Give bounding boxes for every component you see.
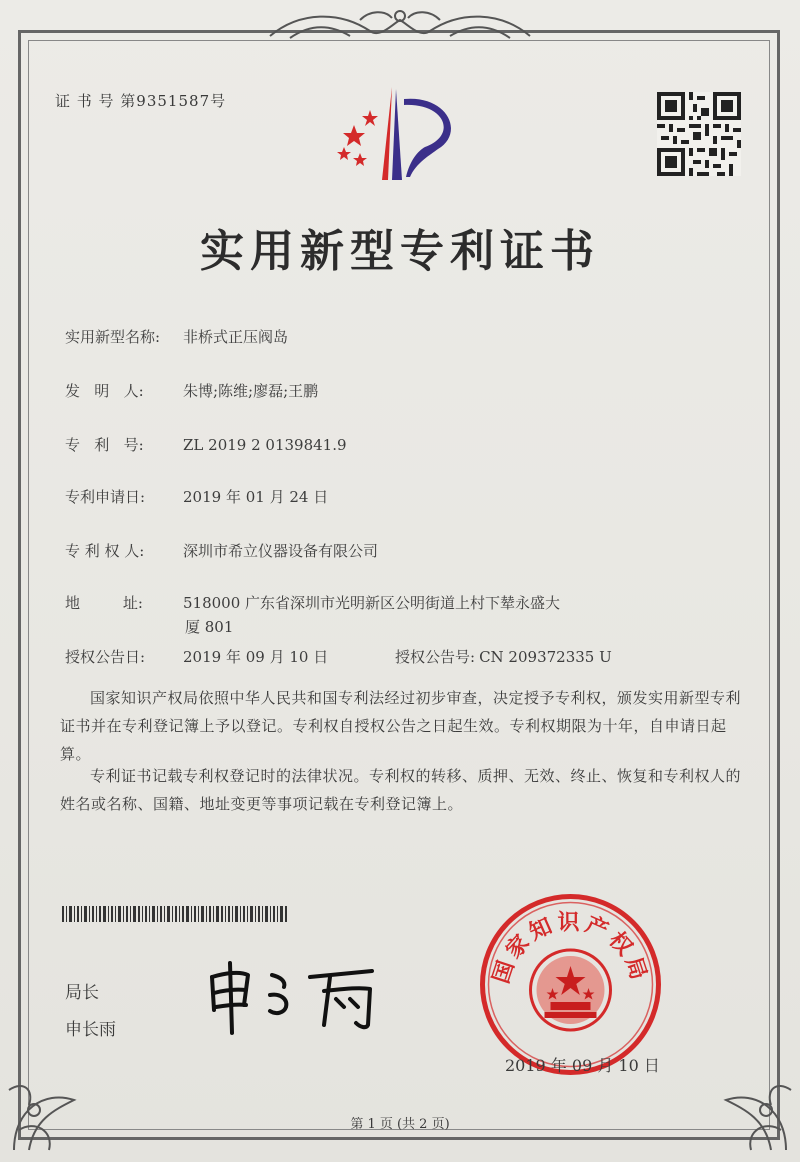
top-ornament [260, 6, 540, 48]
page-number: 第 1 页 (共 2 页) [350, 1117, 450, 1132]
page-title: 实用新型专利证书 [200, 226, 600, 277]
qr-code-icon [657, 92, 741, 176]
svg-text:国家知识产权局: 国家知识产权局 [489, 910, 652, 987]
field-address-line2: 厦 801 [185, 618, 234, 636]
paragraph-2: 专利证书记载专利权登记时的法律状况。专利权的转移、质押、无效、终止、恢复和专利权人的姓名或名称、国籍、地址变更等事项记载在专利登记簿上。 [60, 767, 742, 813]
director-title: 局长 [65, 983, 99, 1003]
field-grant-number-label: 授权公告号: [395, 648, 476, 666]
field-address-label: 地 址: [65, 594, 143, 612]
field-address [65, 592, 560, 613]
field-patent-number-label: 专 利 号: [65, 436, 144, 454]
field-inventor-value: 朱博;陈维;廖磊;王鹏 [183, 382, 319, 400]
certificate-number: 证 书 号 第9351587号 [55, 92, 227, 110]
barcode-icon [62, 906, 287, 922]
paragraph-1: 国家知识产权局依照中华人民共和国专利法经过初步审查，决定授予专利权，颁发实用新型专利证书并在专利登记簿上予以登记。专利权自授权公告之日起生效。专利权期限为十年，自申请日起算。 [60, 689, 742, 763]
seal-date: 2019 年 09 月 10 日 [505, 1056, 660, 1075]
field-apply-date-label: 专利申请日: [65, 488, 146, 506]
field-patent-number [65, 434, 347, 455]
field-grant-date-value: 2019 年 09 月 10 日 [183, 648, 329, 666]
field-name-value: 非桥式正压阀岛 [183, 328, 289, 346]
bottom-left-ornament [4, 1050, 94, 1160]
director-name: 申长雨 [65, 1020, 116, 1040]
field-apply-date-value: 2019 年 01 月 24 日 [183, 488, 329, 506]
field-address-value: 518000 广东省深圳市光明新区公明街道上村下辇永盛大 [183, 594, 561, 612]
field-owner-value: 深圳市希立仪器设备有限公司 [183, 542, 379, 560]
field-apply-date [65, 486, 328, 507]
field-grant-number [395, 646, 612, 667]
field-owner [65, 540, 378, 561]
field-grant-date [65, 646, 328, 667]
field-patent-number-value: ZL 2019 2 0139841.9 [183, 436, 347, 454]
official-seal-icon [478, 892, 663, 1077]
field-grant-date-label: 授权公告日: [65, 648, 146, 666]
field-name [65, 326, 288, 347]
director-signature [200, 955, 400, 1035]
bottom-right-ornament [706, 1050, 796, 1160]
field-inventor [65, 380, 318, 401]
field-inventor-label: 发 明 人: [65, 382, 144, 400]
field-grant-number-value: CN 209372335 U [479, 648, 612, 666]
cnipa-logo-icon [330, 85, 470, 185]
field-name-label: 实用新型名称: [65, 328, 161, 346]
field-owner-label: 专 利 权 人: [65, 542, 145, 560]
